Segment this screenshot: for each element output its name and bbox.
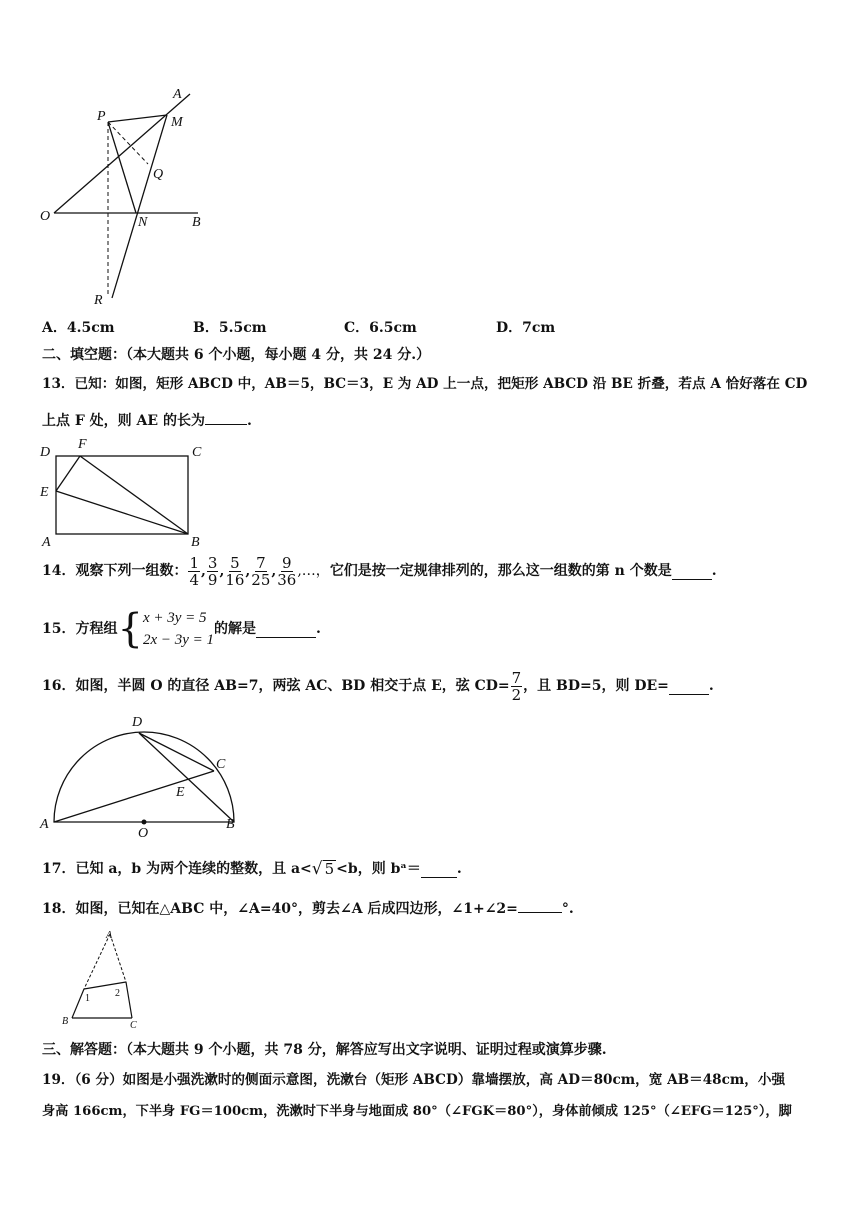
label-B: B <box>62 1016 69 1027</box>
q14-fraction-5: $\frac{9}{36}$ <box>277 553 297 589</box>
q16-suffix: ，且 BD=5，则 DE= <box>523 678 669 694</box>
q14-prefix: 14．观察下列一组数： <box>42 563 188 579</box>
q16 <box>42 664 714 708</box>
q13-line2-text: 上点 F 处，则 AE 的长为 <box>42 413 205 429</box>
q19-line2: 身高 166cm，下半身 FG＝100cm，洗漱时下半身与地面成 80°（∠FGK＝80°），身体前倾成 125°（∠EFG＝125°），脚 <box>42 1104 792 1119</box>
section-3-heading: 三、解答题：（本大题共 9 个小题，共 78 分，解答应写出文字说明、证明过程或演算步骤. <box>42 1042 607 1058</box>
label-F: F <box>78 437 87 452</box>
label-D: D <box>40 445 51 460</box>
label-M: M <box>171 115 183 130</box>
q17-suffix: <b，则 bᵃ＝ <box>336 861 421 877</box>
label-1: 1 <box>85 993 90 1004</box>
q13-answer-blank[interactable] <box>205 424 247 425</box>
label-N: N <box>138 215 148 230</box>
q17-end: . <box>456 861 462 877</box>
q14-fraction-3: $\frac{5}{16}$ <box>225 553 245 589</box>
label-A: A <box>173 87 182 102</box>
q17 <box>42 856 462 882</box>
q14-suffix: 它们是按一定规律排列的，那么这一组数的第 n 个数是 <box>329 563 672 579</box>
q14-fraction-2: $\frac{3}{9}$ <box>207 553 218 589</box>
equation-1: x + 3y = 5 <box>142 610 207 626</box>
q16-prefix: 16．如图，半圆 O 的直径 AB=7，两弦 AC、BD 相交于点 E，弦 CD= <box>42 678 510 694</box>
label-C: C <box>130 1020 137 1031</box>
q15-suffix: 的解是 <box>214 621 256 637</box>
q17-answer-blank[interactable] <box>421 861 457 878</box>
equation-2: 2x − 3y = 1 <box>142 632 214 648</box>
label-A: A <box>40 817 49 832</box>
label-C: C <box>216 757 226 772</box>
option-c: C．6.5cm <box>344 320 417 336</box>
q16-answer-blank[interactable] <box>669 678 709 695</box>
label-P: P <box>97 109 106 124</box>
equation-system <box>143 607 214 651</box>
q13-line1: 13．已知：如图，矩形 ABCD 中，AB＝5，BC＝3，E 为 AD 上一点，把矩形 ABCD 沿 BE 折叠，若点 A 恰好落在 CD <box>42 376 808 392</box>
label-O: O <box>40 209 51 224</box>
label-Q: Q <box>153 167 164 182</box>
q14-fraction-4: $\frac{7}{25}$ <box>251 553 271 589</box>
label-C: C <box>192 445 202 460</box>
option-d: D．7cm <box>496 320 556 336</box>
system-brace: { <box>117 606 143 652</box>
q14-end: . <box>711 563 717 579</box>
label-R: R <box>94 293 103 308</box>
q19-line1: 19．（6 分）如图是小强洗漱时的侧面示意图，洗漱台（矩形 ABCD）靠墙摆放，高 AD＝80cm，宽 AB＝48cm，小强 <box>42 1072 786 1088</box>
figure-q13 <box>34 436 214 552</box>
q18 <box>42 898 574 919</box>
q18-answer-blank[interactable] <box>518 898 562 913</box>
q15-prefix: 15．方程组 <box>42 621 118 637</box>
section-2-heading: 二、填空题：（本大题共 6 个小题，每小题 4 分，共 24 分.） <box>42 347 431 363</box>
label-B: B <box>226 817 235 832</box>
q13-line2 <box>42 411 252 431</box>
q15 <box>42 605 321 653</box>
q15-end: . <box>316 621 321 637</box>
q15-answer-blank[interactable] <box>256 621 316 638</box>
figure-q18 <box>56 926 156 1032</box>
q18-text: 18．如图，已知在△ABC 中，∠A=40°，剪去∠A 后成四边形，∠1+∠2= <box>42 901 518 917</box>
option-b: B．5.5cm <box>193 320 267 336</box>
label-A: A <box>42 535 51 550</box>
cd-fraction: $\frac{7}{2}$ <box>511 668 522 704</box>
q14-ellipsis: ,…， <box>297 563 330 579</box>
label-2: 2 <box>115 988 120 999</box>
figure-q16 <box>34 710 244 840</box>
label-O: O <box>138 826 149 840</box>
label-A: A <box>106 930 113 941</box>
option-a: A．4.5cm <box>42 320 115 336</box>
radicand: 5 <box>324 860 335 878</box>
q13-end: . <box>246 413 252 429</box>
q14-fraction-1: $\frac{1}{4}$ <box>189 553 200 589</box>
q14: 14．观察下列一组数： $\frac{1}{4}$ , $\frac{3}{9}$ , $\frac{5}{16}$ , $\frac{7}{25}$ , $\frac{9}{36}$ ,…， 它们是按一定规律排列的，那么这一组数的第 n 个数是 . <box>42 553 717 589</box>
q16-end: . <box>708 678 714 694</box>
sqrt-symbol: √ <box>311 859 323 879</box>
label-B: B <box>192 215 201 230</box>
q14-answer-blank[interactable] <box>672 563 712 580</box>
label-B: B <box>191 535 200 550</box>
label-E: E <box>176 785 185 800</box>
label-E: E <box>40 485 49 500</box>
q18-end: °. <box>561 901 574 917</box>
q17-prefix: 17．已知 a，b 为两个连续的整数，且 a< <box>42 861 312 877</box>
figure-q12 <box>30 82 220 312</box>
label-D: D <box>132 715 143 730</box>
